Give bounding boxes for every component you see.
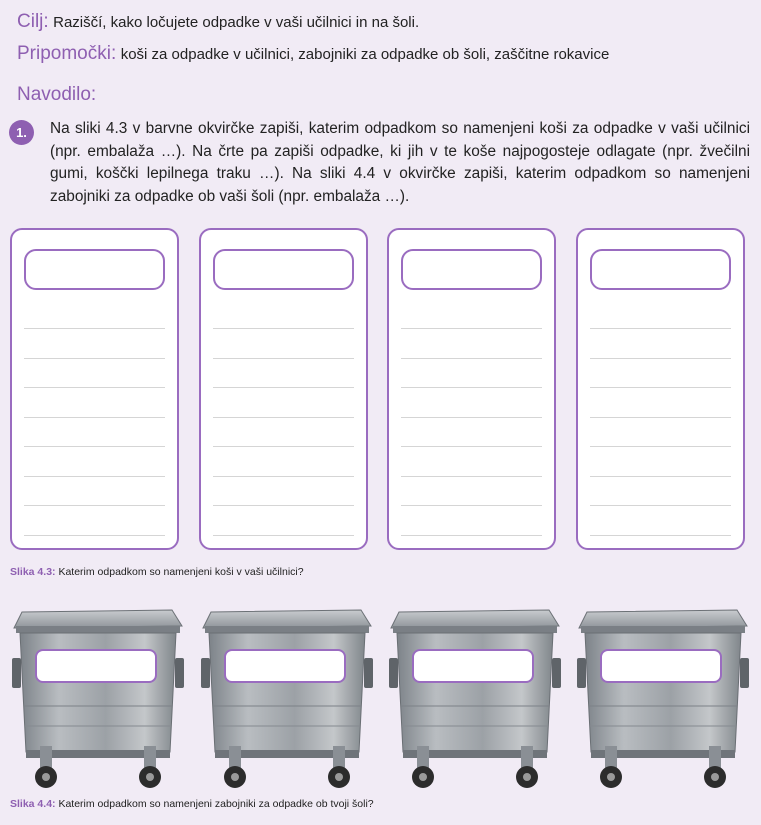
writing-line[interactable] xyxy=(213,417,354,418)
instructions-heading: Navodilo: xyxy=(17,84,97,105)
writing-line[interactable] xyxy=(590,446,731,447)
writing-line[interactable] xyxy=(24,505,165,506)
figure-4-4-caption xyxy=(10,798,374,810)
waste-container-image xyxy=(389,606,561,792)
container-type-input-box[interactable] xyxy=(600,649,722,683)
container-icon xyxy=(201,606,373,792)
task-instruction-text: Na sliki 4.3 v barvne okvirčke zapiši, katerim odpadkom so namenjeni koši za odpadke v vaši učilnici (npr. embalaža …). Na črte pa zapiši odpadke, ki jih v te koše najpogosteje odlagate (npr. žvečilni gumi, koščki lepilnega traku …). Na sliki 4.4 v okvirčke zapiši, katerim odpadkom so namenjeni zabojniki za odpadke ob vaši šoli (npr. embalaža …). xyxy=(50,120,750,205)
writing-line[interactable] xyxy=(401,476,542,477)
writing-line[interactable] xyxy=(401,505,542,506)
classroom-bin-card xyxy=(10,228,179,550)
writing-line[interactable] xyxy=(590,535,731,536)
writing-line[interactable] xyxy=(213,505,354,506)
writing-line[interactable] xyxy=(213,387,354,388)
writing-line[interactable] xyxy=(24,358,165,359)
writing-line[interactable] xyxy=(401,358,542,359)
materials-line xyxy=(17,43,609,65)
container-icon xyxy=(577,606,749,792)
bin-type-input-box[interactable] xyxy=(590,249,731,290)
bin-type-input-box[interactable] xyxy=(401,249,542,290)
writing-line[interactable] xyxy=(590,505,731,506)
figure-4-4-caption-text: Katerim odpadkom so namenjeni zabojniki za odpadke ob tvoji šoli? xyxy=(58,798,374,810)
writing-line[interactable] xyxy=(590,387,731,388)
goal-line xyxy=(17,11,419,33)
classroom-bin-card xyxy=(387,228,556,550)
writing-line[interactable] xyxy=(590,417,731,418)
writing-line[interactable] xyxy=(24,535,165,536)
writing-line[interactable] xyxy=(24,387,165,388)
writing-line[interactable] xyxy=(213,328,354,329)
container-icon xyxy=(12,606,184,792)
writing-line[interactable] xyxy=(213,535,354,536)
bin-type-input-box[interactable] xyxy=(24,249,165,290)
classroom-bin-card xyxy=(199,228,368,550)
container-type-input-box[interactable] xyxy=(412,649,534,683)
writing-line[interactable] xyxy=(24,328,165,329)
waste-container-image xyxy=(577,606,749,792)
writing-line[interactable] xyxy=(401,328,542,329)
writing-line[interactable] xyxy=(401,535,542,536)
container-icon xyxy=(389,606,561,792)
writing-line[interactable] xyxy=(213,476,354,477)
writing-line[interactable] xyxy=(24,417,165,418)
writing-line[interactable] xyxy=(590,328,731,329)
materials-text: koši za odpadke v učilnici, zabojniki za odpadke ob šoli, zaščitne rokavice xyxy=(120,46,610,63)
goal-text: Raziščí, kako ločujete odpadke v vaši učilnici in na šoli. xyxy=(53,14,420,31)
task-number-badge: 1. xyxy=(9,120,34,145)
writing-line[interactable] xyxy=(213,446,354,447)
figure-4-3-caption-text: Katerim odpadkom so namenjeni koši v vaši učilnici? xyxy=(58,566,304,578)
figure-4-3-caption xyxy=(10,566,304,578)
container-type-input-box[interactable] xyxy=(224,649,346,683)
materials-label: Pripomočki: xyxy=(17,43,117,64)
bin-type-input-box[interactable] xyxy=(213,249,354,290)
writing-line[interactable] xyxy=(24,476,165,477)
writing-line[interactable] xyxy=(213,358,354,359)
writing-line[interactable] xyxy=(401,417,542,418)
writing-line[interactable] xyxy=(24,446,165,447)
classroom-bin-card xyxy=(576,228,745,550)
container-type-input-box[interactable] xyxy=(35,649,157,683)
writing-line[interactable] xyxy=(590,476,731,477)
writing-line[interactable] xyxy=(401,387,542,388)
writing-line[interactable] xyxy=(401,446,542,447)
figure-4-4-caption-label: Slika 4.4: xyxy=(10,798,56,810)
goal-label: Cilj: xyxy=(17,11,49,32)
figure-4-3-caption-label: Slika 4.3: xyxy=(10,566,56,578)
waste-container-image xyxy=(12,606,184,792)
writing-line[interactable] xyxy=(590,358,731,359)
waste-container-image xyxy=(201,606,373,792)
